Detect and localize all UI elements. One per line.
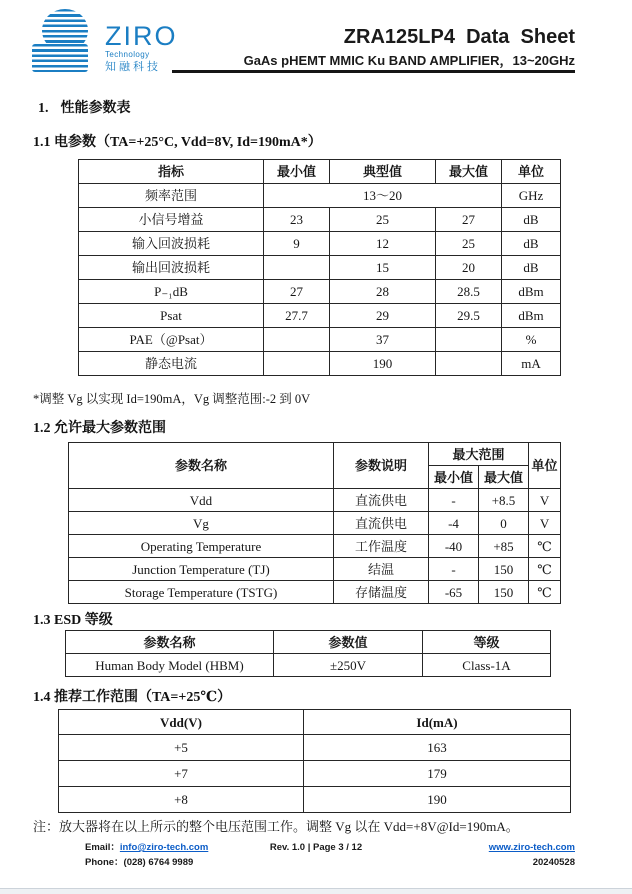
- section-heading-1: [38, 97, 131, 117]
- header-row: [59, 710, 571, 735]
- header-row: [66, 631, 551, 654]
- unit-cell: ℃: [529, 535, 561, 558]
- table-note: 注：放大器将在以上所示的整个电压范围工作。调整 Vg 以在 Vdd=+8V@Id=190mA。: [33, 819, 519, 834]
- unit-cell: dBm: [502, 304, 561, 328]
- vdd-cell: +5: [59, 735, 304, 761]
- unit-cell: dB: [502, 232, 561, 256]
- min-cell: -65: [429, 581, 479, 604]
- table-row: [59, 735, 571, 761]
- param-cell: 频率范围: [79, 184, 264, 208]
- section-title: 性能参数表: [60, 101, 131, 116]
- ziro-logo-icon: [30, 8, 96, 74]
- param-cell: Operating Temperature: [69, 535, 334, 558]
- section-heading-1-1: 1.1 电参数（TA=+25°C, Vdd=8V, Id=190mA*）: [33, 135, 322, 150]
- vdd-cell: +8: [59, 787, 304, 813]
- header-row: [79, 160, 561, 184]
- vdd-cell: +7: [59, 761, 304, 787]
- value-cell: 13～20: [264, 184, 502, 208]
- param-cell: PAE（@Psat）: [79, 328, 264, 352]
- typ-cell: 15: [330, 256, 436, 280]
- id-cell: 163: [304, 735, 571, 761]
- param-cell: P₋₁dB: [79, 280, 264, 304]
- typ-cell: 25: [330, 208, 436, 232]
- date-value: 20240528: [532, 857, 575, 868]
- typ-cell: 37: [330, 328, 436, 352]
- footer-site-block: [489, 840, 575, 870]
- email-label: Email：: [85, 842, 120, 853]
- max-ratings-table: [68, 442, 561, 604]
- param-cell: Storage Temperature (TSTG): [69, 581, 334, 604]
- column-header: 等级: [423, 631, 551, 654]
- min-cell: -40: [429, 535, 479, 558]
- param-cell: Human Body Model (HBM): [66, 654, 274, 677]
- unit-cell: V: [529, 512, 561, 535]
- table-row: [79, 232, 561, 256]
- company-logo: [30, 8, 178, 74]
- column-header: 参数名称: [69, 443, 334, 489]
- unit-cell: ℃: [529, 581, 561, 604]
- table-row: [79, 352, 561, 376]
- table-row: [69, 512, 561, 535]
- table-row: [79, 256, 561, 280]
- electrical-params-table: [78, 159, 561, 376]
- section-heading-1-2: 1.2 允许最大参数范围: [33, 421, 166, 436]
- id-cell: 179: [304, 761, 571, 787]
- desc-cell: 工作温度: [334, 535, 429, 558]
- table-row: [69, 489, 561, 512]
- unit-cell: %: [502, 328, 561, 352]
- max-cell: 25: [436, 232, 502, 256]
- typ-cell: 190: [330, 352, 436, 376]
- param-cell: 输出回波损耗: [79, 256, 264, 280]
- max-cell: 150: [479, 558, 529, 581]
- unit-cell: mA: [502, 352, 561, 376]
- doc-subtitle: GaAs pHEMT MMIC Ku BAND AMPLIFIER，13~20GHz: [243, 53, 575, 68]
- table-row: [59, 787, 571, 813]
- column-header: 单位: [502, 160, 561, 184]
- max-cell: 20: [436, 256, 502, 280]
- table-row: [79, 184, 561, 208]
- table-row: [66, 654, 551, 677]
- min-cell: [264, 352, 330, 376]
- section-heading-1-4: 1.4 推荐工作范围（TA=+25℃）: [33, 690, 232, 705]
- website-link[interactable]: www.ziro-tech.com: [488, 842, 575, 853]
- section-number: 1.: [38, 101, 49, 116]
- min-cell: 27: [264, 280, 330, 304]
- typ-cell: 28: [330, 280, 436, 304]
- typ-cell: 12: [330, 232, 436, 256]
- max-cell: 150: [479, 581, 529, 604]
- max-cell: [436, 352, 502, 376]
- param-cell: Junction Temperature (TJ): [69, 558, 334, 581]
- column-header: Vdd(V): [59, 710, 304, 735]
- min-cell: [264, 256, 330, 280]
- unit-cell: V: [529, 489, 561, 512]
- typ-cell: 29: [330, 304, 436, 328]
- logo-technology: Technology: [105, 50, 150, 59]
- max-cell: 0: [479, 512, 529, 535]
- min-cell: -4: [429, 512, 479, 535]
- unit-cell: GHz: [502, 184, 561, 208]
- min-cell: -: [429, 489, 479, 512]
- column-header: 典型值: [330, 160, 436, 184]
- phone-value: (028) 6764 9989: [123, 857, 194, 868]
- table-row: [79, 304, 561, 328]
- logo-base-icon: [32, 44, 88, 72]
- min-cell: 23: [264, 208, 330, 232]
- max-cell: 27: [436, 208, 502, 232]
- recommended-operating-table: [58, 709, 571, 813]
- logo-chinese-name: 知融科技: [105, 61, 161, 73]
- esd-table: [65, 630, 551, 677]
- table-footnote: *调整 Vg 以实现 Id=190mA，Vg 调整范围:-2 到 0V: [33, 392, 311, 406]
- desc-cell: 直流供电: [334, 512, 429, 535]
- unit-cell: dB: [502, 256, 561, 280]
- column-header: 最小值: [429, 466, 479, 489]
- param-cell: 静态电流: [79, 352, 264, 376]
- logo-brand: ZIRO: [105, 21, 178, 51]
- grade-cell: Class-1A: [423, 654, 551, 677]
- unit-cell: dBm: [502, 280, 561, 304]
- max-cell: 28.5: [436, 280, 502, 304]
- email-link[interactable]: info@ziro-tech.com: [119, 842, 209, 853]
- param-cell: Vdd: [69, 489, 334, 512]
- value-cell: ±250V: [274, 654, 423, 677]
- page-edge-band: [0, 888, 632, 894]
- unit-cell: ℃: [529, 558, 561, 581]
- doc-title: ZRA125LP4 Data Sheet: [343, 26, 575, 48]
- column-header: 参数说明: [334, 443, 429, 489]
- table-row: [69, 535, 561, 558]
- min-cell: 9: [264, 232, 330, 256]
- table-row: [79, 208, 561, 232]
- column-header: 参数值: [274, 631, 423, 654]
- column-header: 指标: [79, 160, 264, 184]
- desc-cell: 结温: [334, 558, 429, 581]
- max-cell: +8.5: [479, 489, 529, 512]
- id-cell: 190: [304, 787, 571, 813]
- column-header: 单位: [529, 443, 561, 489]
- min-cell: 27.7: [264, 304, 330, 328]
- table-row: [59, 761, 571, 787]
- min-cell: [264, 328, 330, 352]
- max-cell: +85: [479, 535, 529, 558]
- rev-page-info: Rev. 1.0 | Page 3 / 12: [269, 842, 363, 853]
- column-header: 最大值: [479, 466, 529, 489]
- param-cell: Psat: [79, 304, 264, 328]
- column-header: 最小值: [264, 160, 330, 184]
- table-row: [69, 581, 561, 604]
- min-cell: -: [429, 558, 479, 581]
- header-row: [69, 443, 561, 466]
- table-row: [69, 558, 561, 581]
- table-row: [79, 328, 561, 352]
- logo-text: [105, 8, 178, 74]
- desc-cell: 直流供电: [334, 489, 429, 512]
- max-cell: 29.5: [436, 304, 502, 328]
- param-cell: 小信号增益: [79, 208, 264, 232]
- column-header: 最大范围: [429, 443, 529, 466]
- desc-cell: 存储温度: [334, 581, 429, 604]
- column-header: 最大值: [436, 160, 502, 184]
- max-cell: [436, 328, 502, 352]
- section-heading-1-3: 1.3 ESD 等级: [33, 613, 113, 628]
- unit-cell: dB: [502, 208, 561, 232]
- header-title-block: [200, 25, 575, 69]
- param-cell: 输入回波损耗: [79, 232, 264, 256]
- header-rule: [172, 70, 575, 73]
- table-row: [79, 280, 561, 304]
- param-cell: Vg: [69, 512, 334, 535]
- column-header: Id(mA): [304, 710, 571, 735]
- phone-label: Phone：: [85, 857, 124, 868]
- column-header: 参数名称: [66, 631, 274, 654]
